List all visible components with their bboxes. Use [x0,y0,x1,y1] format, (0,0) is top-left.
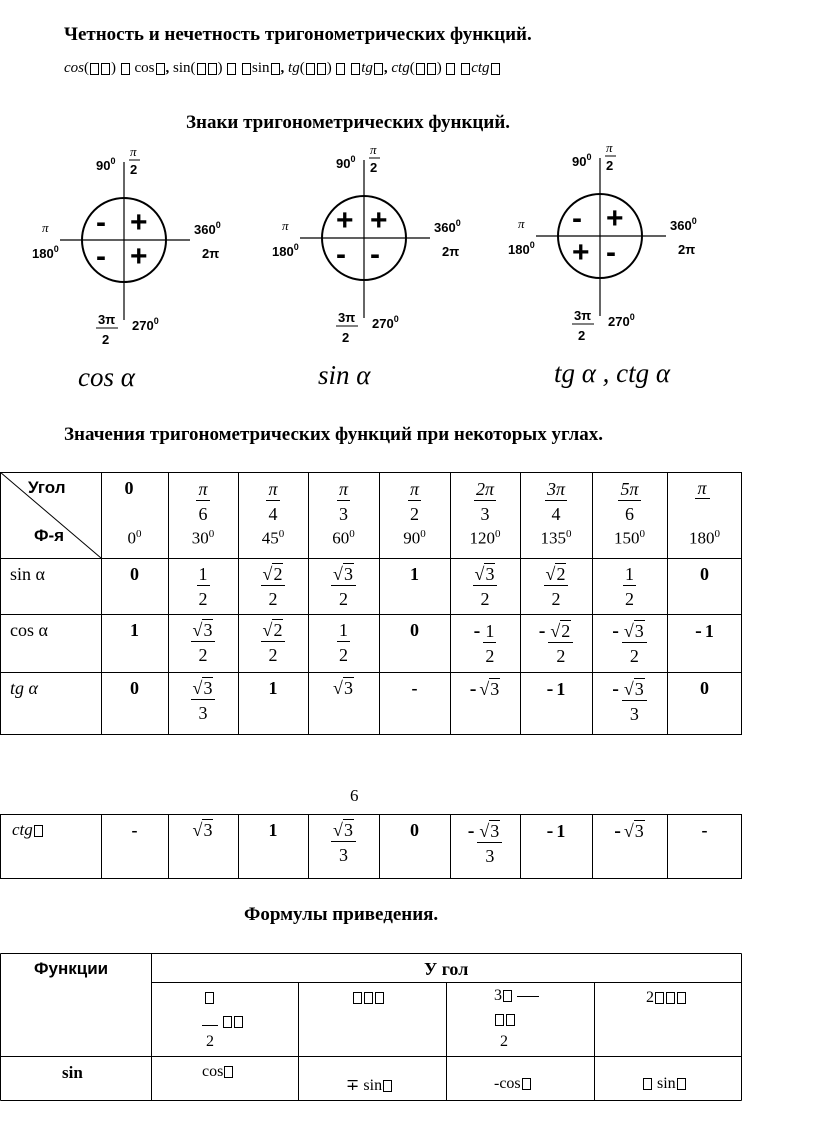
label-90-deg: $90^0$ [336,154,356,171]
reduction-table [0,953,742,1101]
missing-glyph-icon [317,63,326,75]
value-cell: 0 [410,620,419,640]
value-cell: 1 [130,620,139,640]
col-angle-header: У гол [424,959,469,979]
value-cell: $\frac{1}{2}$ [198,564,208,609]
label-2pi: 2π [678,242,696,257]
value-cell: - 1 [695,620,714,642]
label-pi-over-2-num: π [606,140,613,155]
ctg-name: ctg [391,60,410,76]
missing-glyph-icon [383,1080,392,1092]
value-cell: - $\frac{√2}{2}$ [524,620,588,665]
missing-glyph-icon [353,992,362,1004]
angle-radian: $\frac{5\pi}{6}$ [620,479,639,524]
value-cell: - [131,820,138,840]
value-cell: - 1 [546,820,566,842]
values-table [0,472,742,734]
sign-circles [0,140,816,400]
value-cell: - √3 [469,678,500,700]
missing-glyph-icon [506,1014,515,1026]
circle-function-label: cos α [78,362,135,392]
quadrant-2-sign: + [336,204,354,237]
sin-cell-3 [494,1075,532,1093]
value-cell: $\frac{√3}{3}$ [312,820,375,864]
sin-name: sin [173,60,191,76]
quadrant-2-sign: - [96,206,106,239]
label-270-deg: $270^0$ [132,316,159,333]
value-cell: - $\frac{√3}{2}$ [596,620,663,665]
value-cell: 0 [130,678,139,698]
missing-glyph-icon [234,1016,243,1028]
cos-name: cos [64,60,84,76]
value-cell: √3 [333,678,353,698]
value-cell: $\frac{√2}{2}$ [524,564,588,608]
angle-header-3-mid [494,1011,516,1029]
missing-glyph-icon [224,1066,233,1078]
values-title: Значения тригонометрических функций при некоторых углах. [64,424,604,445]
value-cell: $\frac{√2}{2}$ [242,564,304,608]
quadrant-3-sign: + [572,236,590,269]
signs-title: Знаки тригонометрических функций. [186,112,511,133]
reduction-title: Формулы приведения. [244,904,439,925]
missing-glyph-icon [271,63,280,75]
header-angle-label: Угол [28,478,66,497]
quadrant-2-sign: - [572,202,582,235]
page-number: 6 [350,786,359,805]
value-cell: - [701,820,708,840]
label-pi-over-2-den: 2 [130,162,138,177]
missing-glyph-icon [427,63,436,75]
label-pi-over-2-num: π [130,144,137,159]
angle-header-4-num: 2 [646,989,654,1006]
label-90-deg: $90^0$ [96,156,116,173]
row-function-name: sin α [10,564,45,584]
sin-cell-4-text: sin [657,1075,676,1092]
missing-glyph-icon [643,1078,652,1090]
value-cell: - $\frac{√3}{3}$ [454,820,516,865]
value-cell: 1 [410,564,419,584]
angle-degrees: $30^0$ [191,528,215,548]
angle-header-2 [352,989,385,1007]
angle-radian: $\frac{\pi}{2}$ [409,479,420,524]
tg-eq: tg [361,60,373,76]
angle-header-3-num: 3 [494,987,502,1004]
missing-glyph-icon [416,63,425,75]
label-pi: π [518,216,525,231]
missing-glyph-icon [351,63,360,75]
ctg-table [0,814,742,878]
angle-degrees: $60^0$ [332,528,355,548]
label-360-deg: $360^0$ [670,216,697,233]
missing-glyph-icon [306,63,315,75]
angle-radian: $\frac{\pi}{4}$ [268,479,278,524]
label-pi-over-2-num: π [370,142,377,157]
angle-radian: $\frac{\pi}{6}$ [198,479,208,524]
circle-function-label: tg α , ctg α [554,358,671,388]
value-cell: - $\frac{1}{2}$ [473,620,495,666]
missing-glyph-icon [121,63,130,75]
value-cell: $\frac{1}{2}$ [339,620,348,665]
angle-header-3 [494,987,539,1005]
missing-glyph-icon [101,63,110,75]
angle-header-4 [646,989,687,1007]
value-cell: $\frac{√2}{2}$ [242,620,304,664]
parity-title: Четность и нечетность тригонометрических функций. [64,24,532,45]
sin-row-label: sin [62,1063,83,1082]
angle-degrees: $90^0$ [403,528,426,548]
value-cell: $\frac{√3}{2}$ [172,620,234,664]
missing-glyph-icon [227,63,236,75]
label-180-deg: $180^0$ [32,244,59,261]
value-cell: 0 [130,564,139,584]
angle-degrees: $180^0$ [689,528,720,548]
value-cell: - $\frac{√3}{3}$ [596,678,663,723]
missing-glyph-icon [156,63,165,75]
angle-header-3-den: 2 [500,1033,508,1050]
missing-glyph-icon [205,992,214,1004]
row-function-name: cos α [10,620,48,640]
label-2pi: 2π [442,244,460,259]
missing-glyph-icon [90,63,99,75]
value-cell: - √3 [614,820,644,842]
label-pi: π [42,220,49,235]
quadrant-3-sign: - [336,238,346,271]
quadrant-1-sign: + [130,206,148,239]
sin-cell-2 [346,1075,393,1095]
angle-degrees: $135^0$ [540,528,572,548]
missing-glyph-icon [336,63,345,75]
missing-glyph-icon [446,63,455,75]
row-function-name: tg α [10,678,38,698]
angle-radian: $\frac{3\pi}{4}$ [546,479,566,524]
tg-name: tg [288,60,300,76]
missing-glyph-icon [34,825,43,837]
angle-header-1 [204,989,215,1007]
label-3pi-over-2-num: 3π [574,308,592,323]
value-cell: 0 [700,678,709,698]
angle-radian: $\frac{2\pi}{3}$ [475,479,495,524]
sin-cell-1 [202,1063,234,1081]
value-cell: 1 [268,820,278,840]
label-3pi-over-2-den: 2 [578,328,586,343]
quadrant-4-sign: - [370,238,380,271]
missing-glyph-icon [677,992,686,1004]
missing-glyph-icon [666,992,675,1004]
missing-glyph-icon [495,1014,504,1026]
value-cell: $\frac{√3}{3}$ [172,678,234,722]
quadrant-4-sign: + [130,240,148,273]
angle-radian: π [695,478,710,499]
header-func-label: Ф-я [34,526,65,545]
value-cell: √3 [192,820,213,840]
angle-header-1-den: 2 [206,1033,214,1050]
missing-glyph-icon [223,1016,232,1028]
label-3pi-over-2-num: 3π [98,312,116,327]
angle-degrees: $120^0$ [469,528,501,548]
missing-glyph-icon [242,63,251,75]
missing-glyph-icon [208,63,217,75]
angle-radian: 0 [124,478,134,498]
ctg-row-name: ctg [12,820,44,840]
missing-glyph-icon [491,63,500,75]
label-pi-over-2-den: 2 [606,158,614,173]
value-cell: $\frac{1}{2}$ [625,564,634,609]
label-270-deg: $270^0$ [372,314,399,331]
label-2pi: 2π [202,246,220,261]
missing-glyph-icon [522,1078,531,1090]
quadrant-4-sign: - [606,236,616,269]
angle-radian: $\frac{\pi}{3}$ [338,479,349,524]
sin-cell-2-text: ∓ sin [346,1077,383,1094]
value-cell: $\frac{√3}{2}$ [454,564,516,608]
angle-degrees: $45^0$ [261,528,285,548]
label-360-deg: $360^0$ [194,220,221,237]
label-270-deg: $270^0$ [608,312,635,329]
angle-header-1-frac [202,1013,244,1031]
missing-glyph-icon [197,63,206,75]
label-180-deg: $180^0$ [508,240,535,257]
quadrant-3-sign: - [96,240,106,273]
sign-circles-svg [0,140,816,400]
label-pi-over-2-den: 2 [370,160,378,175]
quadrant-1-sign: + [606,202,624,235]
label-3pi-over-2-num: 3π [338,310,356,325]
label-3pi-over-2-den: 2 [102,332,110,347]
cos-eq: cos [134,60,155,76]
missing-glyph-icon [374,63,383,75]
col-functions-header: Функции [34,959,109,978]
label-90-deg: $90^0$ [572,152,592,169]
value-cell: - [411,678,418,698]
missing-glyph-icon [461,63,470,75]
quadrant-1-sign: + [370,204,388,237]
missing-glyph-icon [364,992,373,1004]
missing-glyph-icon [677,1078,686,1090]
label-180-deg: $180^0$ [272,242,299,259]
missing-glyph-icon [503,990,512,1002]
sin-cell-3-text: -cos [494,1075,521,1092]
missing-glyph-icon [375,992,384,1004]
label-360-deg: $360^0$ [434,218,461,235]
label-3pi-over-2-den: 2 [342,330,350,345]
value-cell: - 1 [546,678,566,700]
circle-function-label: sin α [318,360,371,390]
angle-degrees: $150^0$ [614,528,645,548]
label-pi: π [282,218,289,233]
sin-eq: sin [252,60,270,76]
ctg-eq: ctg [471,60,490,76]
value-cell: 0 [700,564,709,584]
sin-cell-4 [642,1075,687,1093]
angle-degrees: $0^0$ [127,528,142,548]
value-cell: 1 [268,678,278,698]
sin-cell-1-text: cos [202,1063,224,1080]
value-cell: 0 [410,820,419,840]
parity-formulas: cos( ) cos , sin( ) sin , tg( ) tg , ctg( ) ctg [64,60,501,77]
missing-glyph-icon [655,992,664,1004]
value-cell: $\frac{√3}{2}$ [312,564,375,608]
